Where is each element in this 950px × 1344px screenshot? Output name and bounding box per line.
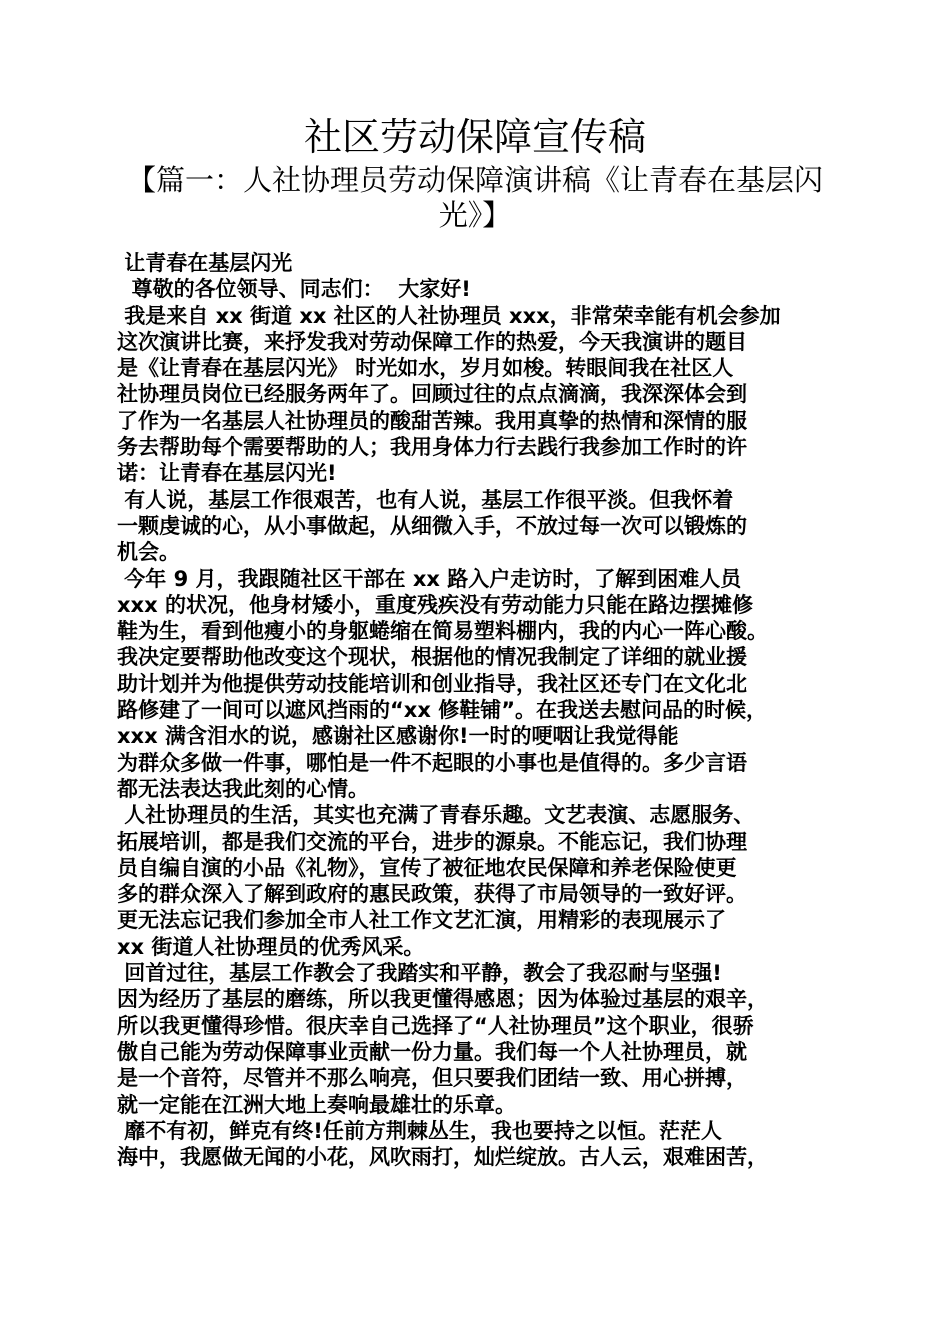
body-text-line: 拓展培训，都是我们交流的平台，进步的源泉。不能忘记，我们协理 [117, 829, 747, 854]
body-text-line: 所以我更懂得珍惜。很庆幸自己选择了“人社协理员”这个职业，很骄 [117, 1013, 754, 1038]
body-text-line: 都无法表达我此刻的心情。 [117, 776, 369, 801]
body-text-line: 了作为一名基层人社协理员的酸甜苦辣。我用真挚的热情和深情的服 [117, 408, 747, 433]
body-text-line: 为群众多做一件事，哪怕是一件不起眼的小事也是值得的。多少言语 [117, 750, 747, 775]
body-text-line: 人社协理员的生活，其实也充满了青春乐趣。文艺表演、志愿服务、 [117, 803, 755, 828]
body-text-line: 路修建了一间可以遮风挡雨的“xx 修鞋铺”。在我送去慰问品的时候， [117, 698, 768, 723]
body-text-line: 是《让青春在基层闪光》 时光如水，岁月如梭。转眼间我在社区人 [117, 356, 734, 381]
body-text-line: 尊敬的各位领导、同志们： 大家好! [117, 277, 471, 302]
body-text-line: 靡不有初，鲜克有终!任前方荆棘丛生，我也要持之以恒。茫茫人 [117, 1118, 722, 1143]
body-text-line: 机会。 [117, 540, 180, 565]
body-text-line: 因为经历了基层的磨练，所以我更懂得感恩；因为体验过基层的艰辛， [117, 987, 768, 1012]
body-text-line: 回首过往，基层工作教会了我踏实和平静，教会了我忍耐与坚强! [117, 961, 722, 986]
body-text-line: 傲自己能为劳动保障事业贡献一份力量。我们每一个人社协理员，就 [117, 1039, 747, 1064]
body-text-line: xxx 满含泪水的说，感谢社区感谢你!一时的哽咽让我觉得能 [117, 724, 679, 749]
body-text-line: 一颗虔诚的心，从小事做起，从细微入手，不放过每一次可以锻炼的 [117, 513, 747, 538]
body-text-line: 我决定要帮助他改变这个现状，根据他的情况我制定了详细的就业援 [117, 645, 747, 670]
document-title: 社区劳动保障宣传稿 [303, 115, 646, 159]
body-text-line: 海中，我愿做无闻的小花，风吹雨打，灿烂绽放。古人云，艰难困苦， [117, 1145, 768, 1170]
body-text-line: 助计划并为他提供劳动技能培训和创业指导，我社区还专门在文化北 [117, 671, 747, 696]
body-text-line: 让青春在基层闪光 [117, 251, 293, 275]
document-body [117, 250, 837, 1170]
body-text-line: 我是来自 xx 街道 xx 社区的人社协理员 xxx，非常荣幸能有机会参加 [117, 303, 781, 328]
body-text-line: xxx 的状况，他身材矮小，重度残疾没有劳动能力只能在路边摆摊修 [117, 592, 753, 617]
document-subtitle: 【篇一：人社协理员劳动保障演讲稿《让青春在基层闪光》】 [126, 163, 823, 232]
body-text-line: 诺：让青春在基层闪光! [117, 461, 337, 486]
body-text-line: 有人说，基层工作很艰苦，也有人说，基层工作很平淡。但我怀着 [117, 487, 734, 512]
body-text-line: 是一个音符，尽管并不那么响亮，但只要我们团结一致、用心拼搏， [117, 1066, 747, 1091]
body-text-line: 社协理员岗位已经服务两年了。回顾过往的点点滴滴，我深深体会到 [117, 382, 747, 407]
body-text-line: 鞋为生，看到他瘦小的身躯蜷缩在简易塑料棚内，我的内心一阵心酸。 [117, 619, 768, 644]
body-text-line: 今年 9 月，我跟随社区干部在 xx 路入户走访时，了解到困难人员 [117, 566, 742, 591]
body-text-line: 多的群众深入了解到政府的惠民政策，获得了市局领导的一致好评。 [117, 882, 747, 907]
body-text-line: xx 街道人社协理员的优秀风采。 [117, 934, 425, 959]
body-text-line: 就一定能在江洲大地上奏响最雄壮的乐章。 [117, 1092, 516, 1117]
body-text-line: 这次演讲比赛，来抒发我对劳动保障工作的热爱，今天我演讲的题目 [117, 329, 747, 354]
body-text-line: 更无法忘记我们参加全市人社工作文艺汇演，用精彩的表现展示了 [117, 908, 726, 933]
body-text-line: 员自编自演的小品《礼物》，宣传了被征地农民保障和养老保险使更 [117, 855, 737, 880]
body-text-line: 务去帮助每个需要帮助的人；我用身体力行去践行我参加工作时的许 [117, 435, 747, 460]
